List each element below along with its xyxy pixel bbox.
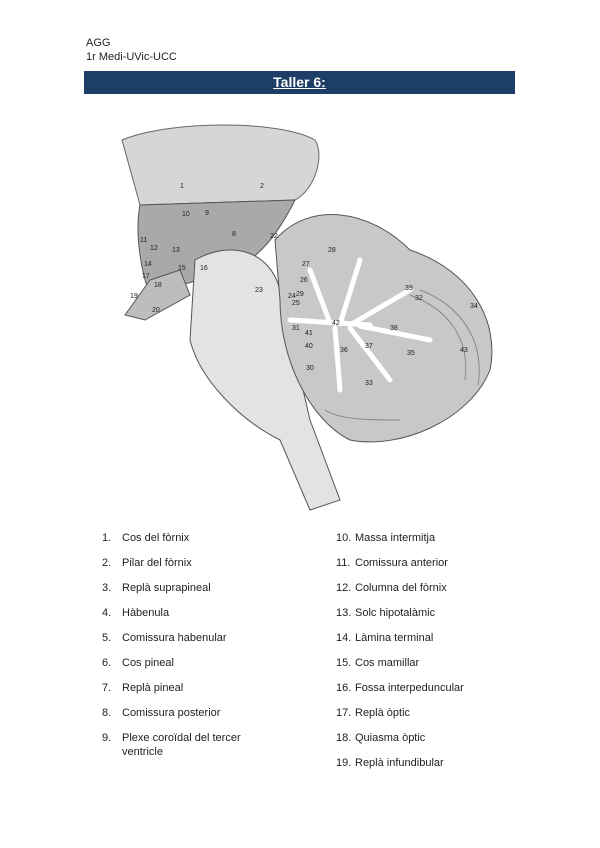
figure-label: 31 <box>292 325 300 332</box>
hemisphere-region <box>122 125 319 205</box>
header-initials: AGG <box>86 37 111 49</box>
list-item: 16. Fossa interpeduncular <box>336 682 464 694</box>
list-item: 4. Hàbenula <box>102 607 170 619</box>
figure-label: 26 <box>300 277 308 284</box>
figure-label: 35 <box>407 350 415 357</box>
legend-list-left <box>102 531 272 770</box>
title-banner <box>84 71 515 94</box>
figure-label: 17 <box>142 273 150 280</box>
list-item: 1. Cos del fòrnix <box>102 532 190 544</box>
page-title: Taller 6: <box>273 74 326 90</box>
list-item: 7. Replà pineal <box>102 682 184 694</box>
figure-label: 28 <box>328 247 336 254</box>
figure-label: 36 <box>340 347 348 354</box>
figure-label: 14 <box>144 261 152 268</box>
figure-label: 24 <box>288 293 296 300</box>
figure-label: 30 <box>306 365 314 372</box>
document-header <box>86 36 177 64</box>
figure-label: 1 <box>180 183 184 190</box>
figure-label: 42 <box>332 320 340 327</box>
figure-label: 8 <box>232 231 236 238</box>
figure-label: 23 <box>255 287 263 294</box>
figure-label: 19 <box>130 293 138 300</box>
list-item: 12. Columna del fòrnix <box>336 582 447 594</box>
list-item: 14. Làmina terminal <box>336 632 434 644</box>
figure-label: 29 <box>296 291 304 298</box>
figure-label: 40 <box>305 343 313 350</box>
figure-label: 25 <box>292 300 300 307</box>
list-item: 2. Pilar del fòrnix <box>102 557 192 569</box>
figure-label: 13 <box>172 247 180 254</box>
list-item: 13. Solc hipotalàmic <box>336 607 436 619</box>
list-item: 18. Quiasma òptic <box>336 732 426 744</box>
figure-label: 10 <box>182 211 190 218</box>
list-item: 5. Comissura habenular <box>102 632 227 644</box>
figure-label: 43 <box>460 347 468 354</box>
brain-sagittal-figure <box>110 120 510 520</box>
list-item: 9. Plexe coroïdal del tercer ventricle <box>102 732 241 758</box>
list-item: 11. Comissura anterior <box>336 557 448 569</box>
figure-label: 20 <box>152 307 160 314</box>
list-item: 17. Replà òptic <box>336 707 411 719</box>
figure-label: 27 <box>302 261 310 268</box>
list-item: 10. Massa intermitja <box>336 532 436 544</box>
figure-label: 33 <box>365 380 373 387</box>
legend-list-right <box>336 531 506 781</box>
figure-label: 37 <box>365 343 373 350</box>
figure-label: 16 <box>200 265 208 272</box>
figure-label: 32 <box>415 295 423 302</box>
figure-label: 22 <box>270 233 278 240</box>
figure-label: 39 <box>405 285 413 292</box>
figure-label: 2 <box>260 183 264 190</box>
figure-label: 34 <box>470 303 478 310</box>
list-item: 6. Cos pineal <box>102 657 174 669</box>
figure-label: 41 <box>305 330 313 337</box>
figure-label: 12 <box>150 245 158 252</box>
figure-label: 11 <box>140 237 148 244</box>
figure-label: 9 <box>205 210 209 217</box>
figure-label: 18 <box>154 282 162 289</box>
header-course: 1r Medi-UVic-UCC <box>86 51 177 63</box>
list-item: 19. Replà infundibular <box>336 757 444 769</box>
list-item: 8. Comissura posterior <box>102 707 221 719</box>
list-item: 3. Replà suprapineal <box>102 582 211 594</box>
list-item: 15. Cos mamillar <box>336 657 420 669</box>
figure-label: 38 <box>390 325 398 332</box>
figure-label: 15 <box>178 265 186 272</box>
